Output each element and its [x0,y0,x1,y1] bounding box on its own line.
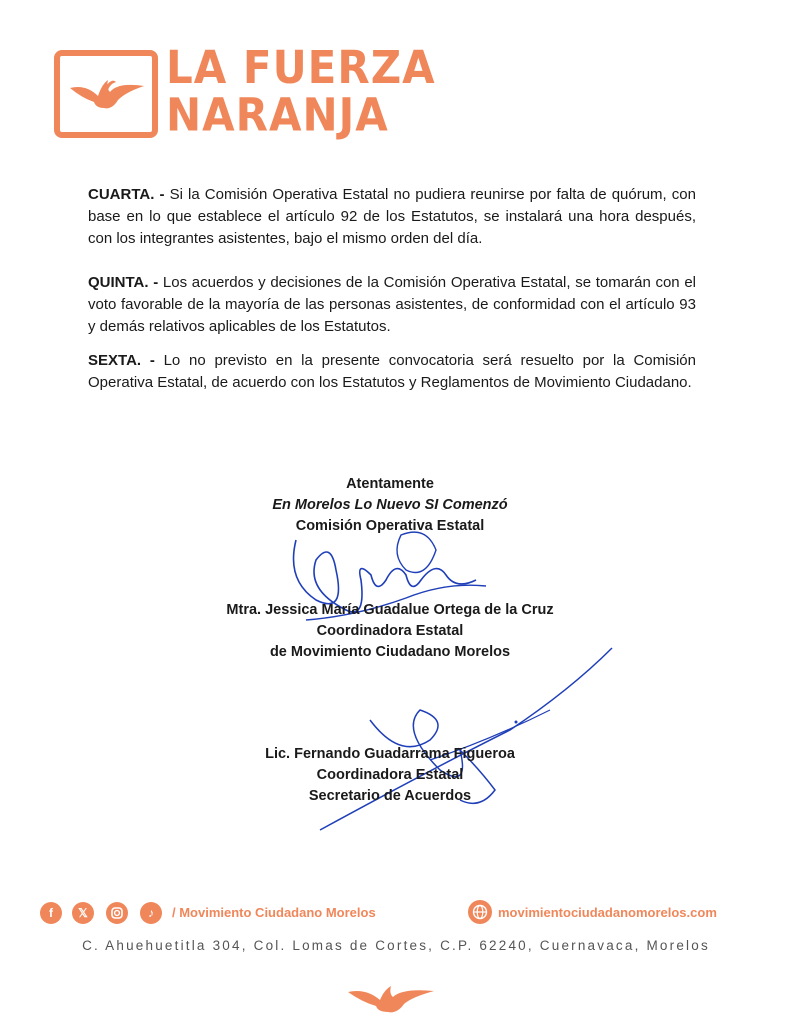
clause-sexta [88,350,696,394]
closing-block [140,474,640,537]
logo-line-1: LA FUERZA [166,40,436,94]
facebook-icon[interactable]: f [40,902,62,924]
signatory-2 [140,744,640,807]
salutation: Atentamente [346,476,434,492]
signatory-name: Mtra. Jessica María Guadalue Ortega de la Cruz [226,602,554,618]
tiktok-icon[interactable]: ♪ [140,902,162,924]
clause-text: Si la Comisión Operativa Estatal no pudiera reunirse por falta de quórum, con base en lo que establece el artículo 92 de los Estatutos, se instalará una hora después, con los integrantes asistentes, bajo el mismo orden del día. [88,186,696,247]
logo-line-2: NARANJA [166,88,389,142]
signatory-name: Lic. Fernando Guadarrama Figueroa [265,746,515,762]
instagram-icon[interactable] [106,902,128,924]
clause-quinta [88,272,696,338]
social-handle[interactable]: / Movimiento Ciudadano Morelos [172,905,376,920]
globe-icon [468,900,492,924]
motto: En Morelos Lo Nuevo SI Comenzó [272,497,508,513]
logo-emblem [54,50,158,138]
clause-text: Lo no previsto en la presente convocatoria será resuelto por la Comisión Operativa Estatal, de acuerdo con los Estatutos y Reglamentos de Movimiento Ciudadano. [88,352,696,391]
signatory-1 [140,600,640,663]
clause-heading: CUARTA. - [88,186,165,203]
signatory-title: Secretario de Acuerdos [308,788,472,804]
clause-cuarta [88,184,696,250]
eagle-icon [68,74,146,114]
clause-text: Los acuerdos y decisiones de la Comisión Operativa Estatal, se tomarán con el voto favorable de la mayoría de las personas asistentes, de conformidad con el artículo 93 y demás relativos aplicables de los Estatutos. [88,274,697,335]
signatory-title: Coordinadora Estatal [316,767,464,783]
clause-heading: QUINTA. - [88,274,159,291]
clause-heading: SEXTA. - [88,352,155,369]
issuing-body: Comisión Operativa Estatal [295,518,485,534]
website-link[interactable]: movimientociudadanomorelos.com [498,905,717,920]
footer-social [40,900,740,928]
signatory-title: de Movimiento Ciudadano Morelos [269,644,511,660]
logo-wordmark [166,40,436,142]
eagle-icon [346,982,436,1016]
x-icon[interactable]: 𝕏 [72,902,94,924]
footer-address: C. Ahuehuetitla 304, Col. Lomas de Cortes, C.P. 62240, Cuernavaca, Morelos [82,938,710,953]
signatory-title: Coordinadora Estatal [316,623,464,639]
